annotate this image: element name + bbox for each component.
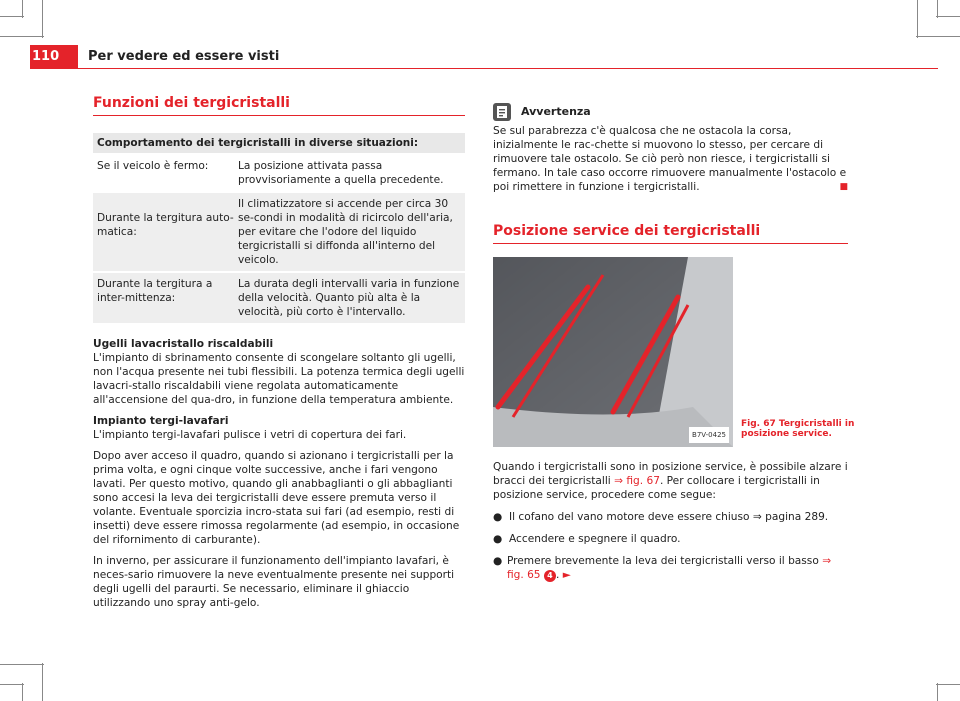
subheading: Ugelli lavacristallo riscaldabili: [93, 338, 274, 350]
paragraph: In inverno, per assicurare il funzionamento dell'impianto lavafari, è neces-sario rimuovere la neve eventualmente presente nei supporti degli ugelli del paraurti. Se necessario, eliminare il ghiaccio utilizzando uno spray anti-gelo.: [93, 555, 455, 609]
section-title: Posizione service dei tergicristalli: [493, 224, 848, 244]
crop-mark: [0, 664, 44, 665]
crop-mark: [916, 36, 960, 37]
page-header-title: Per vedere ed essere visti: [88, 49, 280, 64]
row-text: La posizione attivata passa provvisoriamente a quella precedente.: [238, 160, 444, 186]
paragraph: L'impianto di sbrinamento consente di scongelare soltanto gli ugelli, non l'acqua presente nei tubi flessibili. La potenza termica degli ugelli lavacri-stallo riscaldabili viene regolata automaticamente all'accensione del qua-dro, in funzione della temperatura ambiente.: [93, 352, 465, 406]
table-row: [93, 193, 465, 271]
figure-image: [493, 257, 733, 447]
header-rule: [78, 68, 938, 69]
list-item-text: Premere brevemente la leva dei tergicristalli verso il basso: [506, 555, 823, 567]
end-mark-icon: ■: [839, 182, 848, 192]
crop-mark: [0, 16, 24, 17]
crop-mark: [22, 683, 23, 701]
table-row: [93, 155, 465, 191]
table-header: Comportamento dei tergicristalli in diverse situazioni:: [93, 133, 465, 153]
left-column: [93, 96, 465, 617]
warning-title: Avvertenza: [521, 105, 591, 118]
list-item: ● Premere brevemente la leva dei tergicristalli verso il basso ⇒ fig. 65 4 . ►: [493, 555, 832, 581]
crop-mark: [0, 684, 24, 685]
info-note-icon: [493, 103, 511, 121]
list-item: [493, 510, 848, 524]
table-body: [93, 155, 465, 323]
row-label: Durante la tergitura auto-matica:: [97, 212, 234, 238]
list-item-text: Accendere e spegnere il quadro.: [509, 533, 681, 545]
continue-arrow-icon: ►: [562, 569, 571, 581]
intro-text: . Per collocare i tergicristalli in posizione service, procedere come segue:: [493, 475, 820, 501]
intro-text: Quando i tergicristalli sono in posizione service, è possibile alzare i bracci dei tergicristalli: [493, 461, 848, 487]
callout-number: 4: [544, 570, 556, 582]
bullet-icon: ●: [493, 555, 503, 567]
paragraph: L'impianto tergi-lavafari pulisce i vetri di copertura dei fari.: [93, 429, 407, 441]
bullet-icon: ●: [493, 511, 503, 523]
warning-body: Se sul parabrezza c'è qualcosa che ne ostacola la corsa, inizialmente le rac-chette si muovono lo stesso, per cercare di rimuovere tale ostacolo. Se ciò però non riesce, i tergicristalli si fermano. In tale caso occorre rimuovere manualmente l'ostacolo e poi rimettere in funzione i tergicristalli.: [493, 125, 847, 193]
list-item-text: Il cofano del vano motore deve essere chiuso ⇒ pagina 289.: [509, 511, 829, 523]
crop-mark: [936, 16, 960, 17]
bullet-icon: ●: [493, 533, 503, 545]
row-text: La durata degli intervalli varia in funzione della velocità. Quanto più alta è la velocità, più corto è l'intervallo.: [238, 278, 460, 318]
row-label: Se il veicolo è fermo:: [97, 160, 209, 172]
crop-mark: [42, 663, 43, 701]
warning-heading: [493, 103, 848, 121]
paragraph: Dopo aver acceso il quadro, quando si azionano i tergicristalli per la prima volta, e ogni cinque volte successive, anche i fari vengono lavati. Per questo motivo, quando gli anabbaglianti o gli abbaglianti sono accesi la leva dei tergicristalli deve essere premuta verso il volante. Eventuale sporcizia incro-stata sui fari (ad esempio, resti di insetti) deve essere rimossa regolarmente (ad esempio, in occasione del rifornimento di carburante).: [93, 450, 460, 546]
crop-mark: [936, 684, 960, 685]
right-column: [493, 103, 855, 590]
crop-mark: [22, 0, 23, 18]
figure: [493, 257, 855, 447]
figure-caption: Fig. 67 Tergicristalli in posizione service.: [741, 419, 855, 439]
figure-code: B7V-0425: [689, 427, 729, 443]
row-text: Il climatizzatore si accende per circa 30 se-condi in modalità di ricircolo dell'aria, per evitare che l'odore del liquido tergicristalli si diffonda all'interno del veicolo.: [238, 198, 453, 266]
table-row: [93, 273, 465, 323]
crop-mark: [917, 0, 918, 38]
crop-mark: [937, 0, 938, 18]
figure-link[interactable]: ⇒ fig. 65: [506, 555, 832, 581]
row-label: Durante la tergitura a inter-mittenza:: [97, 278, 213, 304]
intro-paragraph: [493, 460, 848, 502]
warning-text: [493, 124, 848, 194]
steps-list: [493, 510, 848, 582]
crop-mark: [937, 683, 938, 701]
page-number: 110: [32, 49, 60, 64]
behavior-table: [93, 133, 465, 323]
list-item: [493, 532, 848, 546]
figure-link[interactable]: ⇒ fig. 67: [614, 475, 660, 487]
subheading: Impianto tergi-lavafari: [93, 415, 229, 427]
crop-mark: [42, 0, 43, 38]
section-title: Funzioni dei tergicristalli: [93, 96, 465, 116]
crop-mark: [0, 36, 44, 37]
